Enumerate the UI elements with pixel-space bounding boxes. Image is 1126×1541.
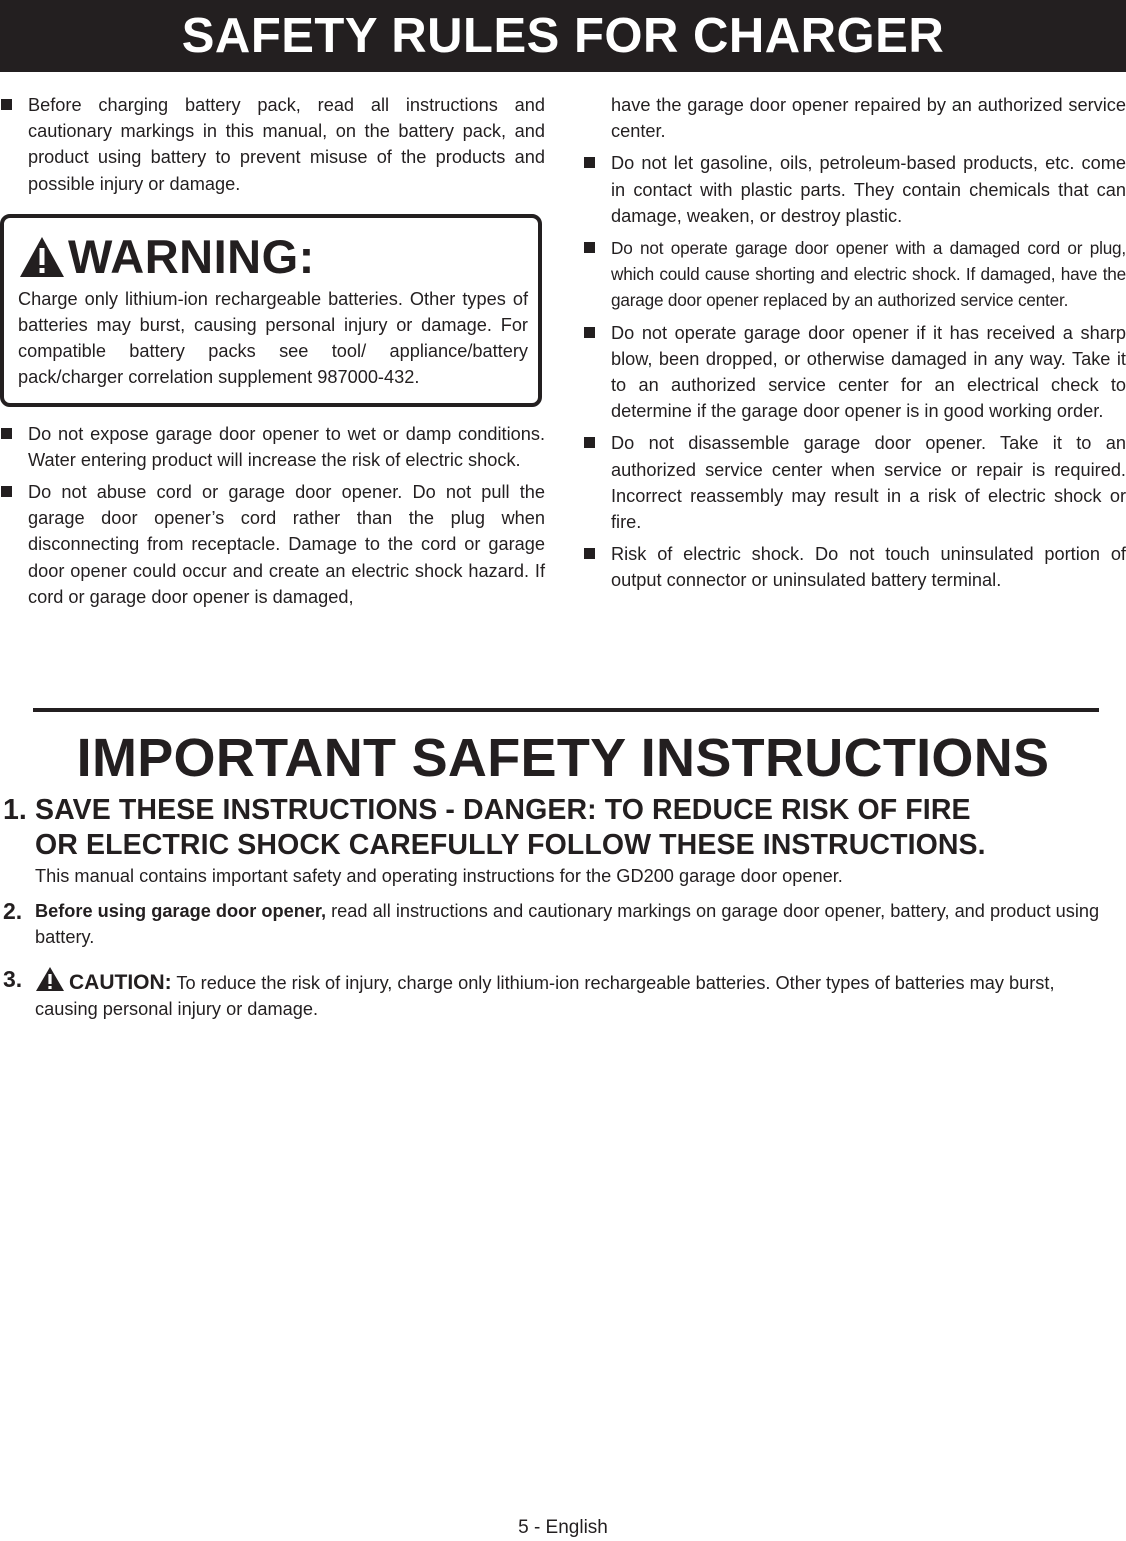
instruction-item-1 — [0, 793, 1126, 893]
rule-text: Do not abuse cord or garage door opener. Do not pull the garage door opener’s cord rather than the plug when disconnecting from receptacle. Damage to the cord or garage door opener could occur and create an electric shock hazard. If cord or garage door opener is damaged, — [28, 482, 545, 607]
instruction-text: This manual contains important safety and operating instructions for the GD200 garage door opener. — [35, 866, 843, 886]
list-item — [583, 430, 1126, 535]
rules-list-left-2 — [0, 421, 545, 610]
rules-list-left — [0, 92, 545, 197]
left-column — [0, 92, 545, 616]
rule-text: Do not disassemble garage door opener. Take it to an authorized service center when service or repair is required. Incorrect reassembly may result in a risk of electric shock or fire. — [611, 433, 1126, 533]
item-number: 3. — [3, 966, 23, 992]
rule-text: Do not expose garage door opener to wet or damp conditions. Water entering product will increase the risk of electric shock. — [28, 423, 545, 470]
list-item — [583, 150, 1126, 229]
instruction-body — [35, 793, 1108, 889]
page-footer — [0, 1516, 1126, 1540]
warning-text: Charge only lithium-ion rechargeable batteries. Other types of batteries may burst, causing personal injury or damage. For compatible battery packs see tool/ appliance/battery pack/charger correlation supplement 987000-432. — [18, 288, 528, 388]
rule-text: Before charging battery pack, read all instructions and cautionary markings in this manual, on the battery pack, and product using battery to prevent misuse of the products and possible injury or damage. — [28, 95, 545, 194]
bullet-square-icon — [1, 486, 12, 497]
instruction-text: To reduce the risk of injury, charge only lithium-ion rechargeable batteries. Other types of batteries may burst, causing personal injury or damage. — [35, 973, 1055, 1019]
bullet-square-icon — [584, 437, 595, 448]
page-header-banner — [0, 0, 1126, 72]
rule-text: Do not operate garage door opener if it has received a sharp blow, been dropped, or otherwise damaged in any way. Take it to an authorized service center for an electrical check to determine if the garage door opener is in good working order. — [611, 322, 1126, 422]
instruction-item-3 — [0, 966, 1126, 1022]
instruction-item-2 — [0, 898, 1126, 954]
bullet-square-icon — [584, 242, 595, 253]
section-divider — [33, 708, 1099, 712]
rule-text: Do not let gasoline, oils, petroleum-based products, etc. come in contact with plastic parts. They contain chemicals that can damage, weaken, or destroy plastic. — [611, 153, 1126, 226]
list-item — [0, 421, 545, 473]
instruction-text: read all instructions and cautionary markings on garage door opener, battery, and product using battery. — [35, 901, 1100, 947]
page-number: 5 - English — [518, 1517, 608, 1538]
warning-triangle-icon — [18, 235, 66, 279]
warning-box — [0, 214, 542, 407]
list-item — [583, 541, 1126, 593]
instruction-body — [35, 966, 1108, 1022]
danger-heading-line-2: OR ELECTRIC SHOCK CAREFULLY FOLLOW THESE INSTRUCTIONS. — [35, 829, 986, 861]
rule-text: Risk of electric shock. Do not touch uninsulated portion of output connector or uninsulated battery terminal. — [611, 544, 1126, 591]
right-column — [583, 92, 1126, 600]
bullet-square-icon — [584, 548, 595, 559]
list-item — [583, 320, 1126, 425]
rules-list-right — [583, 92, 1126, 594]
caution-label: CAUTION: — [69, 971, 172, 994]
bullet-square-icon — [584, 327, 595, 338]
bullet-square-icon — [584, 157, 595, 168]
item-number: 1. — [3, 794, 27, 826]
list-item-continued — [583, 92, 1126, 144]
page-title: SAFETY RULES FOR CHARGER — [181, 9, 945, 63]
section-title: IMPORTANT SAFETY INSTRUCTIONS — [76, 728, 1050, 788]
list-item — [583, 235, 1126, 314]
rule-text: Do not operate garage door opener with a damaged cord or plug, which could cause shorting and electric shock. If damaged, have the garage door opener replaced by an authorized service center. — [611, 238, 1126, 311]
item-number: 2. — [3, 898, 23, 924]
danger-heading-line-1: SAVE THESE INSTRUCTIONS - DANGER: TO REDUCE RISK OF FIRE — [35, 794, 971, 826]
warning-triangle-icon — [35, 966, 65, 992]
rule-text: have the garage door opener repaired by an authorized service center. — [611, 95, 1126, 142]
warning-heading — [18, 228, 528, 286]
bullet-square-icon — [1, 99, 12, 110]
instruction-body — [35, 898, 1108, 950]
list-item — [0, 479, 545, 610]
bullet-square-icon — [1, 428, 12, 439]
list-item — [0, 92, 545, 197]
instruction-lead: Before using garage door opener, — [35, 901, 327, 921]
warning-title: WARNING: — [68, 229, 315, 283]
